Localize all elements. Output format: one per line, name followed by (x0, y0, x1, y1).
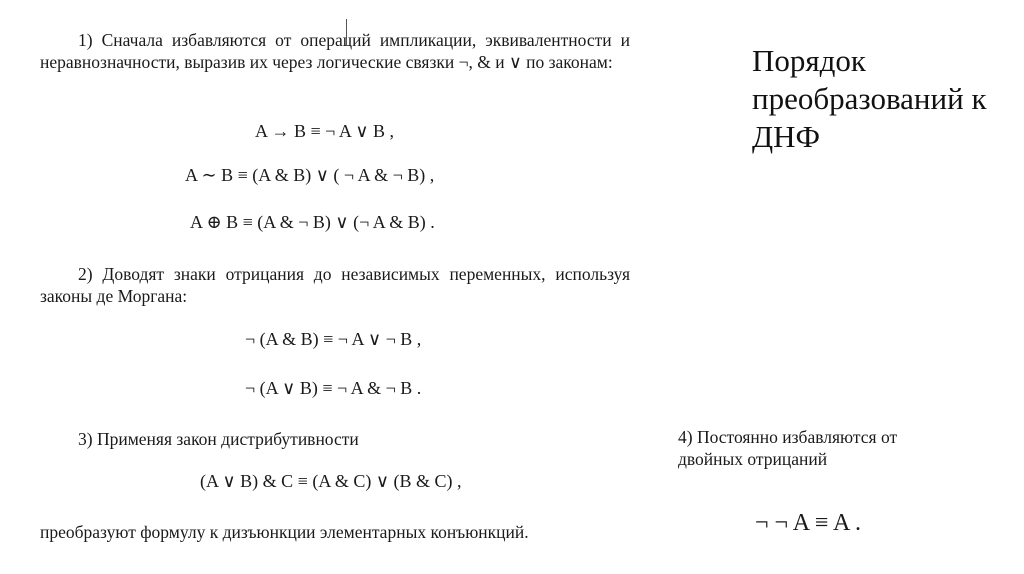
formula-equivalence: A ∼ B ≡ (A & B) ∨ ( ¬ A & ¬ B) , (185, 165, 435, 185)
formula-implication: A → B ≡ ¬ A ∨ B , (255, 121, 395, 141)
step-1-text: 1) Сначала избавляются от операций импликации, эквивалентности и неравнозначности, выразив их через логические связки ¬, & и ∨ по законам: (40, 30, 630, 72)
step-2-text: 2) Доводят знаки отрицания до независимых переменных, используя законы де Моргана: (40, 264, 630, 306)
step-4-text: 4) Постоянно избавляются от двойных отрицаний (678, 427, 898, 469)
step-3-text: 3) Применяя закон дистрибутивности (78, 429, 359, 449)
formula-distributive: (A ∨ B) & C ≡ (A & C) ∨ (B & C) , (200, 471, 462, 491)
slide-title: Порядок преобразований к ДНФ (752, 43, 987, 154)
formula-xor: A ⊕ B ≡ (A & ¬ B) ∨ (¬ A & B) . (190, 212, 435, 232)
step-3-after-text: преобразуют формулу к дизъюнкции элементарных конъюнкций. (40, 522, 529, 542)
formula-de-morgan-or: ¬ (A ∨ B) ≡ ¬ A & ¬ B . (245, 378, 422, 398)
formula-double-negation: ¬ ¬ A ≡ A . (755, 510, 861, 536)
formula-de-morgan-and: ¬ (A & B) ≡ ¬ A ∨ ¬ B , (245, 329, 422, 349)
